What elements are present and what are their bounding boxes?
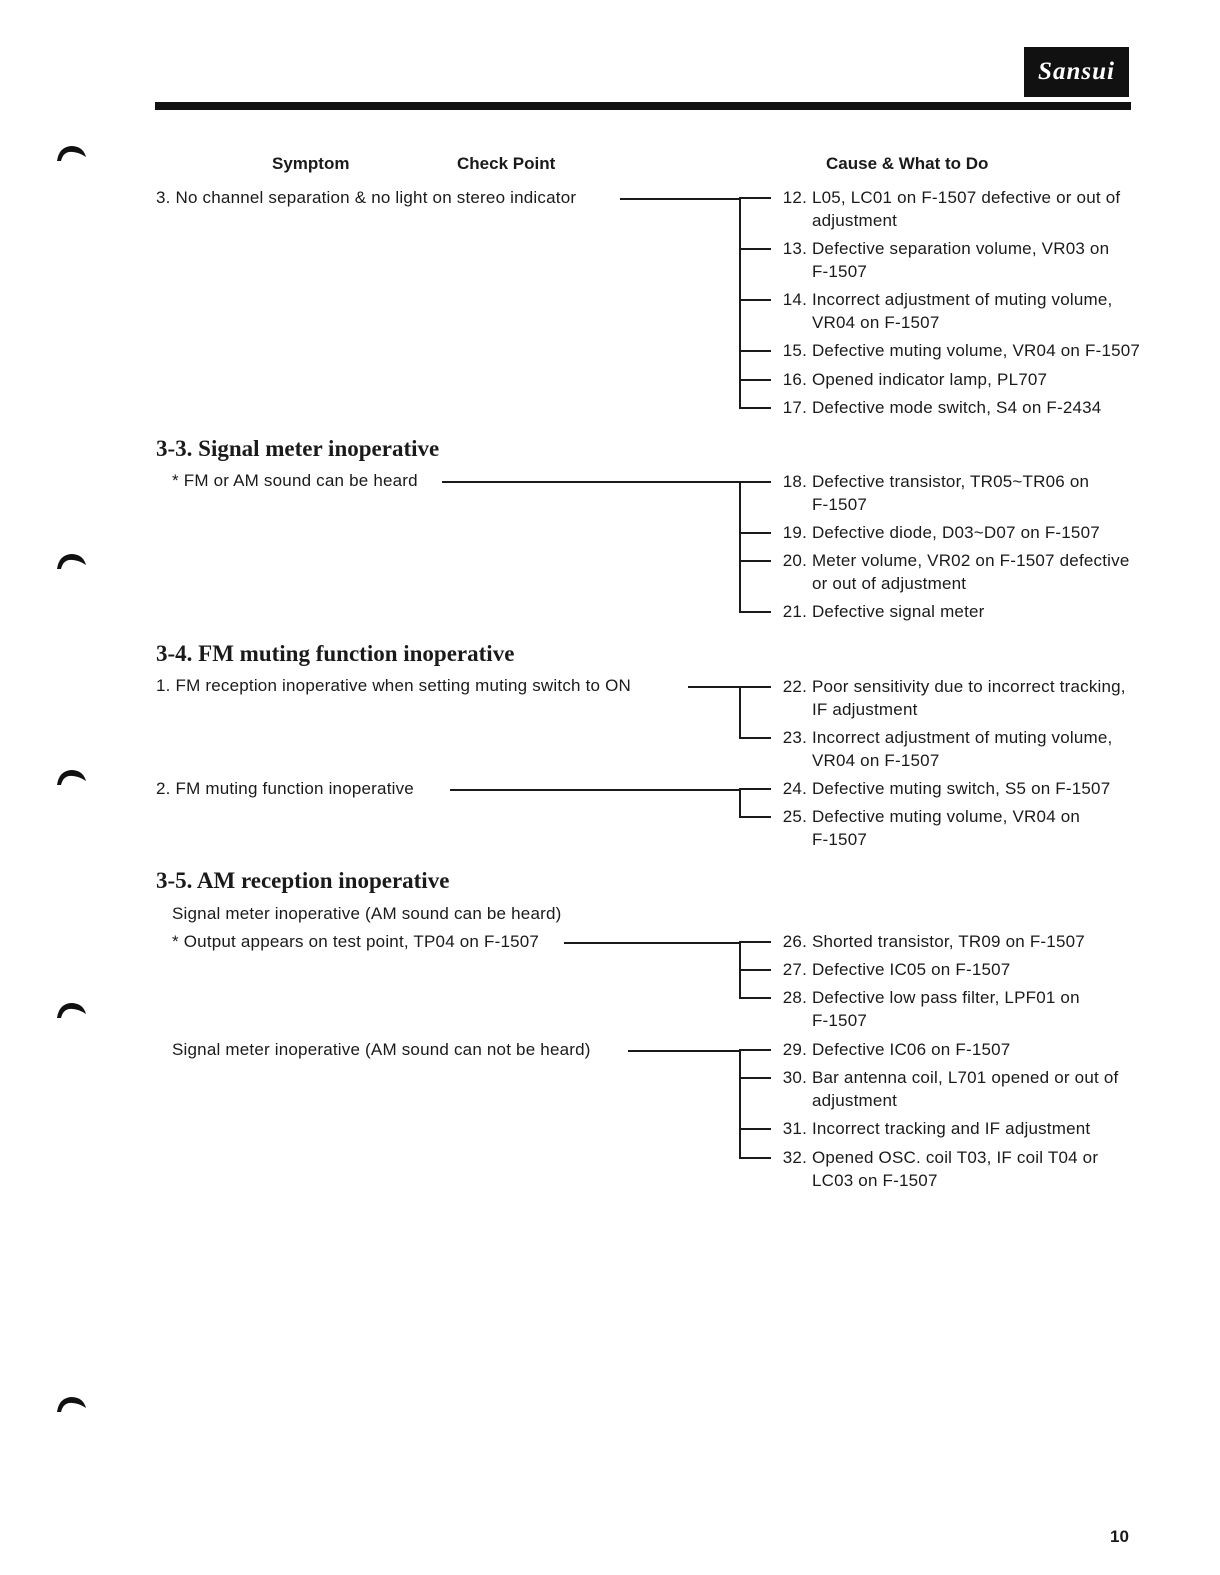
bracket-tick [739, 1157, 771, 1159]
bracket-tick [739, 816, 771, 818]
page-number: 10 [1110, 1527, 1129, 1546]
cause-item: 20. Meter volume, VR02 on F-1507 defective or out of adjustment [782, 551, 1130, 593]
bracket-tick [739, 532, 771, 534]
connector-line [564, 942, 740, 944]
symptom-text: Signal meter inoperative (AM sound can not be heard) [172, 1040, 591, 1059]
bracket-tick [739, 969, 771, 971]
header-rule [155, 102, 1131, 110]
bracket-line [739, 789, 741, 817]
bracket-line [739, 198, 741, 409]
bracket-tick [739, 686, 771, 688]
check-point-column-header: Check Point [457, 154, 556, 173]
symptom-text: * Output appears on test point, TP04 on F-1507 [172, 932, 540, 951]
bracket-tick [739, 481, 771, 483]
section-heading: 3-4. FM muting function inoperative [156, 641, 515, 666]
bracket-tick [739, 299, 771, 301]
bracket-tick [739, 1077, 771, 1079]
bracket-tick [739, 350, 771, 352]
cause-item: 15. Defective muting volume, VR04 on F-1507 [782, 341, 1141, 360]
section-heading: 3-3. Signal meter inoperative [156, 436, 440, 461]
section-heading: 3-5. AM reception inoperative [156, 868, 450, 893]
connector-line [442, 481, 740, 483]
symptom-text: 2. FM muting function inoperative [156, 779, 414, 798]
cause-item: 31. Incorrect tracking and IF adjustment [782, 1119, 1091, 1138]
cause-item: 17. Defective mode switch, S4 on F-2434 [782, 398, 1102, 417]
bracket-tick [739, 611, 771, 613]
binder-hole-icon [55, 1394, 87, 1414]
binder-hole-icon [55, 551, 87, 571]
connector-line [628, 1050, 740, 1052]
brand-logo: Sansui [1024, 47, 1129, 97]
cause-column-header: Cause & What to Do [826, 154, 989, 173]
connector-line [688, 686, 740, 688]
bracket-tick [739, 379, 771, 381]
bracket-tick [739, 997, 771, 999]
symptom-column-header: Symptom [272, 154, 350, 173]
symptom-text: * FM or AM sound can be heard [172, 471, 418, 490]
cause-item: 32. Opened OSC. coil T03, IF coil T04 or LC03 on F-1507 [782, 1148, 1099, 1190]
cause-item: 18. Defective transistor, TR05~TR06 on F-1507 [782, 472, 1090, 514]
cause-item: 21. Defective signal meter [782, 602, 985, 621]
cause-item: 19. Defective diode, D03~D07 on F-1507 [782, 523, 1100, 542]
bracket-tick [739, 1128, 771, 1130]
cause-item: 28. Defective low pass filter, LPF01 on F-1507 [782, 988, 1080, 1030]
bracket-tick [739, 407, 771, 409]
binder-hole-icon [55, 767, 87, 787]
bracket-line [739, 481, 741, 612]
connector-line [620, 198, 740, 200]
bracket-line [739, 1050, 741, 1158]
cause-item: 30. Bar antenna coil, L701 opened or out of adjustment [782, 1068, 1119, 1110]
cause-item: 12. L05, LC01 on F-1507 defective or out of adjustment [782, 188, 1121, 230]
cause-item: 22. Poor sensitivity due to incorrect tracking, IF adjustment [782, 677, 1126, 719]
cause-item: 29. Defective IC06 on F-1507 [782, 1040, 1011, 1059]
cause-item: 13. Defective separation volume, VR03 on F-1507 [782, 239, 1110, 281]
cause-item: 16. Opened indicator lamp, PL707 [782, 370, 1048, 389]
cause-item: 25. Defective muting volume, VR04 on F-1507 [782, 807, 1081, 849]
cause-item: 23. Incorrect adjustment of muting volume, VR04 on F-1507 [782, 728, 1113, 770]
bracket-tick [739, 248, 771, 250]
sub-label: Signal meter inoperative (AM sound can be heard) [172, 904, 562, 923]
bracket-tick [739, 560, 771, 562]
bracket-tick [739, 197, 771, 199]
bracket-tick [739, 941, 771, 943]
binder-hole-icon [55, 143, 87, 163]
bracket-tick [739, 1049, 771, 1051]
cause-item: 26. Shorted transistor, TR09 on F-1507 [782, 932, 1085, 951]
bracket-tick [739, 788, 771, 790]
bracket-tick [739, 737, 771, 739]
cause-item: 14. Incorrect adjustment of muting volume, VR04 on F-1507 [782, 290, 1113, 332]
binder-hole-icon [55, 1000, 87, 1020]
symptom-text: 1. FM reception inoperative when setting muting switch to ON [156, 676, 631, 695]
bracket-line [739, 686, 741, 738]
symptom-text: 3. No channel separation & no light on stereo indicator [156, 188, 577, 207]
connector-line [450, 789, 740, 791]
cause-item: 27. Defective IC05 on F-1507 [782, 960, 1011, 979]
cause-item: 24. Defective muting switch, S5 on F-1507 [782, 779, 1111, 798]
